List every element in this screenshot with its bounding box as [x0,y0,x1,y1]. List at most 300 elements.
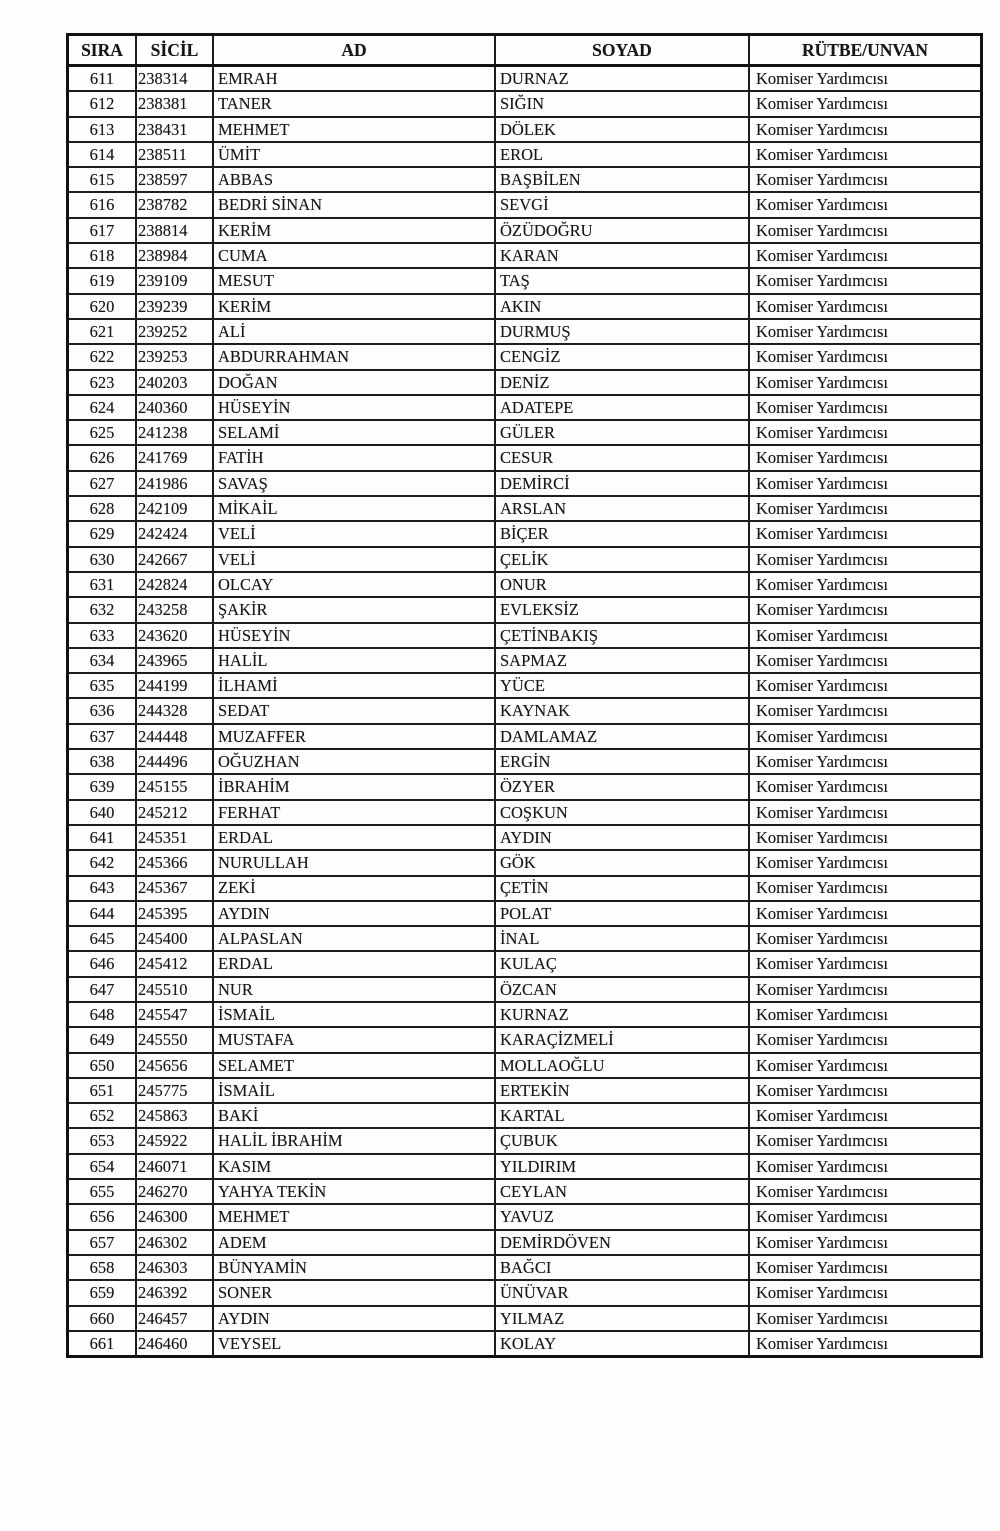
cell-sicil: 238782 [136,192,213,217]
cell-soyad: KAYNAK [495,698,749,723]
cell-sira: 621 [68,319,137,344]
cell-ad: ADEM [213,1230,495,1255]
cell-sicil: 245351 [136,825,213,850]
cell-sira: 629 [68,521,137,546]
cell-sicil: 238314 [136,66,213,92]
cell-ad: VELİ [213,521,495,546]
cell-sicil: 245775 [136,1078,213,1103]
table-row [68,1103,982,1128]
cell-soyad: YILMAZ [495,1306,749,1331]
cell-sicil: 242109 [136,496,213,521]
cell-ad: ÜMİT [213,142,495,167]
cell-sira: 656 [68,1204,137,1229]
table-row [68,901,982,926]
header-cell-soyad: SOYAD [495,35,749,66]
cell-rutbe: Komiser Yardımcısı [749,1230,982,1255]
cell-rutbe: Komiser Yardımcısı [749,800,982,825]
cell-sicil: 242424 [136,521,213,546]
cell-soyad: ERTEKİN [495,1078,749,1103]
cell-ad: ZEKİ [213,876,495,901]
cell-rutbe: Komiser Yardımcısı [749,1002,982,1027]
table-row [68,1078,982,1103]
cell-sicil: 243620 [136,623,213,648]
cell-sira: 619 [68,268,137,293]
cell-ad: ABDURRAHMAN [213,344,495,369]
table-row [68,319,982,344]
cell-sicil: 242824 [136,572,213,597]
table-row [68,167,982,192]
table-row [68,977,982,1002]
cell-sicil: 243965 [136,648,213,673]
cell-rutbe: Komiser Yardımcısı [749,1306,982,1331]
cell-sira: 612 [68,91,137,116]
table-row [68,192,982,217]
cell-soyad: SEVGİ [495,192,749,217]
table-row [68,370,982,395]
cell-rutbe: Komiser Yardımcısı [749,623,982,648]
cell-rutbe: Komiser Yardımcısı [749,420,982,445]
cell-soyad: ERGİN [495,749,749,774]
cell-sira: 627 [68,471,137,496]
table-row [68,91,982,116]
table-row [68,724,982,749]
cell-rutbe: Komiser Yardımcısı [749,1331,982,1357]
cell-soyad: BAĞCI [495,1255,749,1280]
cell-ad: BAKİ [213,1103,495,1128]
cell-sicil: 238814 [136,218,213,243]
cell-sira: 613 [68,117,137,142]
cell-sira: 644 [68,901,137,926]
cell-sicil: 240360 [136,395,213,420]
cell-sira: 623 [68,370,137,395]
cell-soyad: DENİZ [495,370,749,395]
cell-soyad: DURMUŞ [495,319,749,344]
cell-ad: SELAMİ [213,420,495,445]
cell-soyad: İNAL [495,926,749,951]
cell-sicil: 239239 [136,294,213,319]
table-row [68,1280,982,1305]
cell-sira: 645 [68,926,137,951]
cell-sira: 636 [68,698,137,723]
cell-rutbe: Komiser Yardımcısı [749,1078,982,1103]
table-row [68,774,982,799]
cell-rutbe: Komiser Yardımcısı [749,1179,982,1204]
table-row [68,1128,982,1153]
cell-sira: 650 [68,1053,137,1078]
table-row [68,1053,982,1078]
table-row [68,66,982,92]
table-row [68,673,982,698]
cell-sicil: 245367 [136,876,213,901]
table-header [68,35,982,66]
table-row [68,445,982,470]
cell-rutbe: Komiser Yardımcısı [749,521,982,546]
cell-sira: 618 [68,243,137,268]
cell-sira: 635 [68,673,137,698]
cell-rutbe: Komiser Yardımcısı [749,572,982,597]
cell-ad: MESUT [213,268,495,293]
cell-sira: 641 [68,825,137,850]
cell-sicil: 245155 [136,774,213,799]
header-cell-sicil: SİCİL [136,35,213,66]
cell-sicil: 245400 [136,926,213,951]
cell-sicil: 245395 [136,901,213,926]
cell-ad: VELİ [213,547,495,572]
table-row [68,926,982,951]
cell-sira: 660 [68,1306,137,1331]
cell-sira: 617 [68,218,137,243]
table-row [68,1204,982,1229]
cell-rutbe: Komiser Yardımcısı [749,268,982,293]
cell-ad: BEDRİ SİNAN [213,192,495,217]
cell-sicil: 245212 [136,800,213,825]
table-row [68,648,982,673]
cell-soyad: DEMİRDÖVEN [495,1230,749,1255]
cell-rutbe: Komiser Yardımcısı [749,471,982,496]
cell-rutbe: Komiser Yardımcısı [749,142,982,167]
cell-sicil: 244448 [136,724,213,749]
cell-rutbe: Komiser Yardımcısı [749,1154,982,1179]
cell-soyad: EROL [495,142,749,167]
personnel-list-table [66,33,983,1358]
cell-rutbe: Komiser Yardımcısı [749,243,982,268]
cell-sicil: 238381 [136,91,213,116]
cell-ad: ALPASLAN [213,926,495,951]
table-row [68,1255,982,1280]
cell-soyad: ÇETİN [495,876,749,901]
cell-ad: HALİL [213,648,495,673]
cell-rutbe: Komiser Yardımcısı [749,749,982,774]
table-body [68,66,982,1357]
cell-sira: 614 [68,142,137,167]
cell-ad: HALİL İBRAHİM [213,1128,495,1153]
cell-ad: KERİM [213,294,495,319]
header-cell-rutbe: RÜTBE/UNVAN [749,35,982,66]
cell-sira: 658 [68,1255,137,1280]
cell-sicil: 239109 [136,268,213,293]
cell-rutbe: Komiser Yardımcısı [749,1280,982,1305]
cell-sicil: 245922 [136,1128,213,1153]
cell-soyad: BİÇER [495,521,749,546]
cell-ad: MUZAFFER [213,724,495,749]
cell-sira: 624 [68,395,137,420]
cell-ad: VEYSEL [213,1331,495,1357]
cell-ad: CUMA [213,243,495,268]
table-row [68,420,982,445]
cell-sira: 611 [68,66,137,92]
cell-rutbe: Komiser Yardımcısı [749,395,982,420]
cell-sira: 655 [68,1179,137,1204]
cell-soyad: CEYLAN [495,1179,749,1204]
cell-sira: 651 [68,1078,137,1103]
cell-ad: ŞAKİR [213,597,495,622]
cell-ad: KERİM [213,218,495,243]
cell-sicil: 246460 [136,1331,213,1357]
cell-soyad: ÖZYER [495,774,749,799]
cell-soyad: EVLEKSİZ [495,597,749,622]
cell-rutbe: Komiser Yardımcısı [749,951,982,976]
cell-sira: 653 [68,1128,137,1153]
cell-ad: AYDIN [213,1306,495,1331]
cell-rutbe: Komiser Yardımcısı [749,825,982,850]
cell-soyad: KULAÇ [495,951,749,976]
cell-rutbe: Komiser Yardımcısı [749,876,982,901]
cell-sira: 622 [68,344,137,369]
cell-sira: 640 [68,800,137,825]
cell-sicil: 245656 [136,1053,213,1078]
cell-rutbe: Komiser Yardımcısı [749,91,982,116]
cell-ad: OLCAY [213,572,495,597]
cell-sira: 654 [68,1154,137,1179]
cell-sira: 661 [68,1331,137,1357]
cell-soyad: ÇUBUK [495,1128,749,1153]
table-row [68,218,982,243]
cell-sira: 652 [68,1103,137,1128]
cell-sicil: 246457 [136,1306,213,1331]
table-row [68,1027,982,1052]
table-row [68,698,982,723]
cell-sicil: 240203 [136,370,213,395]
cell-soyad: CESUR [495,445,749,470]
table-row [68,749,982,774]
cell-soyad: ADATEPE [495,395,749,420]
cell-soyad: MOLLAOĞLU [495,1053,749,1078]
cell-soyad: ÇELİK [495,547,749,572]
cell-rutbe: Komiser Yardımcısı [749,547,982,572]
cell-soyad: KARAÇİZMELİ [495,1027,749,1052]
cell-rutbe: Komiser Yardımcısı [749,901,982,926]
cell-sicil: 238511 [136,142,213,167]
cell-soyad: POLAT [495,901,749,926]
table-header-row [68,35,982,66]
cell-soyad: SAPMAZ [495,648,749,673]
header-cell-sira: SIRA [68,35,137,66]
cell-ad: DOĞAN [213,370,495,395]
table-row [68,142,982,167]
cell-ad: BÜNYAMİN [213,1255,495,1280]
cell-soyad: YÜCE [495,673,749,698]
cell-ad: MİKAİL [213,496,495,521]
table-row [68,825,982,850]
cell-ad: KASIM [213,1154,495,1179]
cell-sicil: 238431 [136,117,213,142]
table-row [68,268,982,293]
cell-ad: SAVAŞ [213,471,495,496]
cell-soyad: DEMİRCİ [495,471,749,496]
cell-ad: ALİ [213,319,495,344]
cell-sira: 637 [68,724,137,749]
table-row [68,623,982,648]
cell-rutbe: Komiser Yardımcısı [749,167,982,192]
cell-sira: 638 [68,749,137,774]
cell-soyad: KARTAL [495,1103,749,1128]
cell-rutbe: Komiser Yardımcısı [749,774,982,799]
cell-rutbe: Komiser Yardımcısı [749,850,982,875]
cell-soyad: DÖLEK [495,117,749,142]
cell-ad: AYDIN [213,901,495,926]
table-row [68,1230,982,1255]
cell-ad: TANER [213,91,495,116]
cell-rutbe: Komiser Yardımcısı [749,218,982,243]
cell-soyad: ÖZCAN [495,977,749,1002]
cell-soyad: ÜNÜVAR [495,1280,749,1305]
table-row [68,395,982,420]
cell-rutbe: Komiser Yardımcısı [749,698,982,723]
cell-sicil: 238597 [136,167,213,192]
cell-soyad: YAVUZ [495,1204,749,1229]
cell-ad: FATİH [213,445,495,470]
cell-sira: 643 [68,876,137,901]
cell-rutbe: Komiser Yardımcısı [749,673,982,698]
cell-ad: SEDAT [213,698,495,723]
cell-sicil: 238984 [136,243,213,268]
table-row [68,1179,982,1204]
table-row [68,547,982,572]
cell-sicil: 246302 [136,1230,213,1255]
cell-sira: 646 [68,951,137,976]
cell-sira: 634 [68,648,137,673]
table-row [68,876,982,901]
cell-rutbe: Komiser Yardımcısı [749,1103,982,1128]
cell-ad: MUSTAFA [213,1027,495,1052]
cell-rutbe: Komiser Yardımcısı [749,1255,982,1280]
cell-ad: OĞUZHAN [213,749,495,774]
cell-ad: MEHMET [213,1204,495,1229]
cell-rutbe: Komiser Yardımcısı [749,117,982,142]
cell-sira: 620 [68,294,137,319]
cell-rutbe: Komiser Yardımcısı [749,926,982,951]
cell-ad: MEHMET [213,117,495,142]
cell-ad: ABBAS [213,167,495,192]
cell-ad: İLHAMİ [213,673,495,698]
cell-ad: NURULLAH [213,850,495,875]
cell-ad: HÜSEYİN [213,395,495,420]
cell-soyad: ÖZÜDOĞRU [495,218,749,243]
cell-soyad: GÖK [495,850,749,875]
cell-sicil: 241238 [136,420,213,445]
cell-soyad: DURNAZ [495,66,749,92]
cell-soyad: GÜLER [495,420,749,445]
cell-sicil: 239253 [136,344,213,369]
cell-sicil: 245366 [136,850,213,875]
cell-sira: 626 [68,445,137,470]
cell-sicil: 246270 [136,1179,213,1204]
cell-sicil: 239252 [136,319,213,344]
cell-rutbe: Komiser Yardımcısı [749,496,982,521]
cell-rutbe: Komiser Yardımcısı [749,319,982,344]
cell-sicil: 245510 [136,977,213,1002]
cell-sira: 615 [68,167,137,192]
cell-sicil: 245863 [136,1103,213,1128]
cell-sicil: 245547 [136,1002,213,1027]
cell-sicil: 245550 [136,1027,213,1052]
table-row [68,471,982,496]
table-row [68,800,982,825]
cell-sicil: 246071 [136,1154,213,1179]
cell-ad: NUR [213,977,495,1002]
cell-sicil: 245412 [136,951,213,976]
cell-rutbe: Komiser Yardımcısı [749,597,982,622]
cell-sicil: 244496 [136,749,213,774]
cell-rutbe: Komiser Yardımcısı [749,1204,982,1229]
cell-soyad: CENGİZ [495,344,749,369]
table-row [68,1002,982,1027]
cell-soyad: ÇETİNBAKIŞ [495,623,749,648]
cell-rutbe: Komiser Yardımcısı [749,1027,982,1052]
table-row [68,1331,982,1357]
cell-rutbe: Komiser Yardımcısı [749,370,982,395]
cell-sicil: 246300 [136,1204,213,1229]
cell-ad: İSMAİL [213,1002,495,1027]
cell-soyad: KOLAY [495,1331,749,1357]
table-row [68,951,982,976]
cell-sicil: 241986 [136,471,213,496]
cell-ad: FERHAT [213,800,495,825]
cell-sira: 649 [68,1027,137,1052]
cell-sira: 639 [68,774,137,799]
table-row [68,572,982,597]
table-row [68,496,982,521]
cell-ad: İBRAHİM [213,774,495,799]
table-row [68,344,982,369]
cell-soyad: SIĞIN [495,91,749,116]
table-row [68,597,982,622]
table-row [68,1154,982,1179]
cell-soyad: AYDIN [495,825,749,850]
cell-sira: 657 [68,1230,137,1255]
table-row [68,243,982,268]
cell-ad: SELAMET [213,1053,495,1078]
cell-rutbe: Komiser Yardımcısı [749,66,982,92]
cell-rutbe: Komiser Yardımcısı [749,344,982,369]
cell-soyad: COŞKUN [495,800,749,825]
cell-sira: 616 [68,192,137,217]
cell-soyad: DAMLAMAZ [495,724,749,749]
cell-sira: 630 [68,547,137,572]
cell-rutbe: Komiser Yardımcısı [749,648,982,673]
cell-soyad: AKIN [495,294,749,319]
cell-soyad: TAŞ [495,268,749,293]
cell-rutbe: Komiser Yardımcısı [749,724,982,749]
cell-rutbe: Komiser Yardımcısı [749,294,982,319]
cell-sicil: 246303 [136,1255,213,1280]
cell-ad: İSMAİL [213,1078,495,1103]
cell-sira: 633 [68,623,137,648]
cell-ad: SONER [213,1280,495,1305]
cell-sicil: 246392 [136,1280,213,1305]
cell-soyad: ONUR [495,572,749,597]
cell-soyad: YILDIRIM [495,1154,749,1179]
cell-sira: 659 [68,1280,137,1305]
cell-sira: 628 [68,496,137,521]
cell-rutbe: Komiser Yardımcısı [749,445,982,470]
table-row [68,1306,982,1331]
cell-rutbe: Komiser Yardımcısı [749,977,982,1002]
cell-soyad: ARSLAN [495,496,749,521]
cell-sira: 631 [68,572,137,597]
table-row [68,294,982,319]
cell-sicil: 242667 [136,547,213,572]
table-row [68,521,982,546]
header-cell-ad: AD [213,35,495,66]
cell-soyad: KARAN [495,243,749,268]
table-row [68,850,982,875]
cell-ad: HÜSEYİN [213,623,495,648]
cell-sira: 625 [68,420,137,445]
cell-sicil: 244199 [136,673,213,698]
cell-sicil: 241769 [136,445,213,470]
cell-ad: ERDAL [213,951,495,976]
